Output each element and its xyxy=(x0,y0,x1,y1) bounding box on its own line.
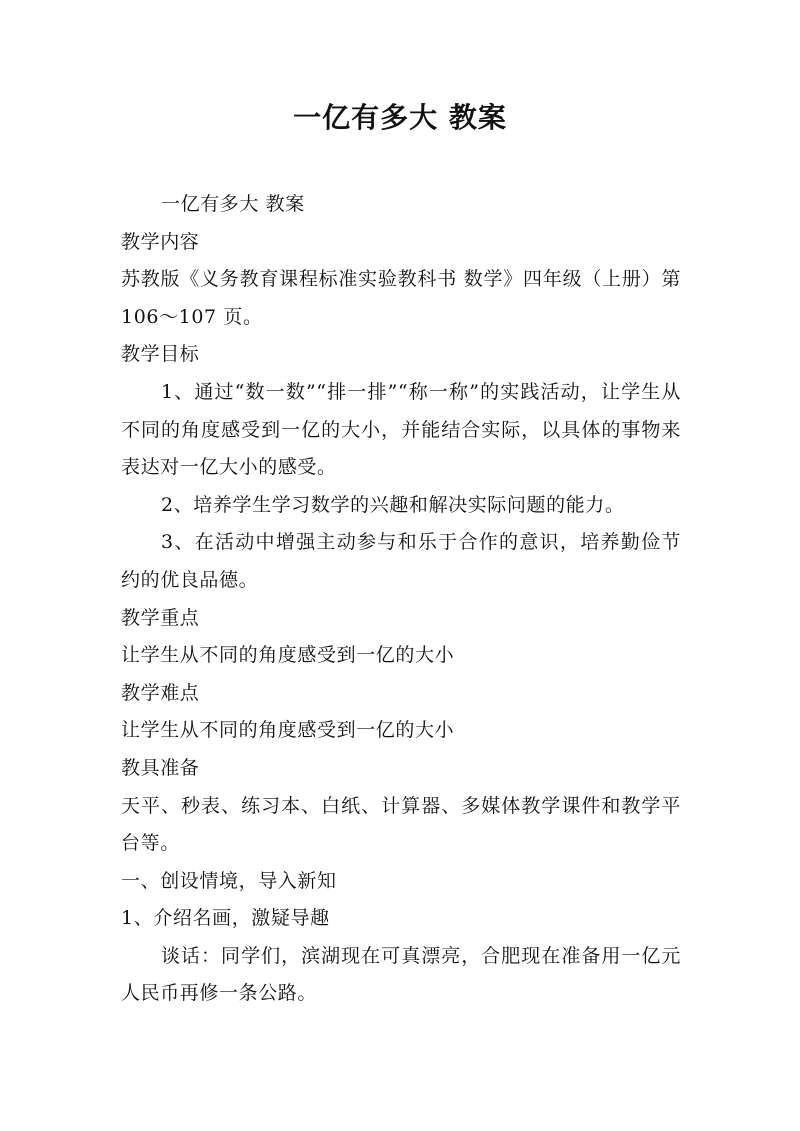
section-heading-difficulty: 教学难点 xyxy=(121,681,200,704)
paragraph-materials: 天平、秒表、练习本、白纸、计算器、多媒体教学课件和教学平台等。 xyxy=(121,794,681,855)
subsection-heading-1: 1、介绍名画，激疑导趣 xyxy=(121,907,330,930)
document-body xyxy=(121,186,681,1013)
section-heading-content: 教学内容 xyxy=(121,230,200,253)
paragraph-subtitle: 一亿有多大 教案 xyxy=(161,193,305,215)
section-heading-focus: 教学重点 xyxy=(121,606,200,629)
section-heading-part-one: 一、创设情境，导入新知 xyxy=(121,869,337,892)
paragraph-textbook: 苏教版《义务教育课程标准实验教科书 数学》四年级（上册）第 106～107 页。 xyxy=(121,268,681,328)
section-heading-materials: 教具准备 xyxy=(121,756,200,779)
section-heading-goals: 教学目标 xyxy=(121,343,200,366)
paragraph-difficulty: 让学生从不同的角度感受到一亿的大小 xyxy=(121,719,455,742)
paragraph-focus: 让学生从不同的角度感受到一亿的大小 xyxy=(121,644,455,667)
goal-item-2: 2、培养学生学习数学的兴趣和解决实际问题的能力。 xyxy=(161,493,625,516)
document-title: 一亿有多大 教案 xyxy=(293,101,507,134)
paragraph-dialogue: 谈话：同学们，滨湖现在可真漂亮，合肥现在准备用一亿元人民币再修一条公路。 xyxy=(121,944,681,1005)
goal-item-1: 1、通过“数一数”“排一排”“称一称”的实践活动，让学生从不同的角度感受到一亿的大小，并能结合实际，以具体的事物来表达对一亿大小的感受。 xyxy=(121,380,681,479)
goal-item-3: 3、在活动中增强主动参与和乐于合作的意识，培养勤俭节约的优良品德。 xyxy=(121,531,681,591)
